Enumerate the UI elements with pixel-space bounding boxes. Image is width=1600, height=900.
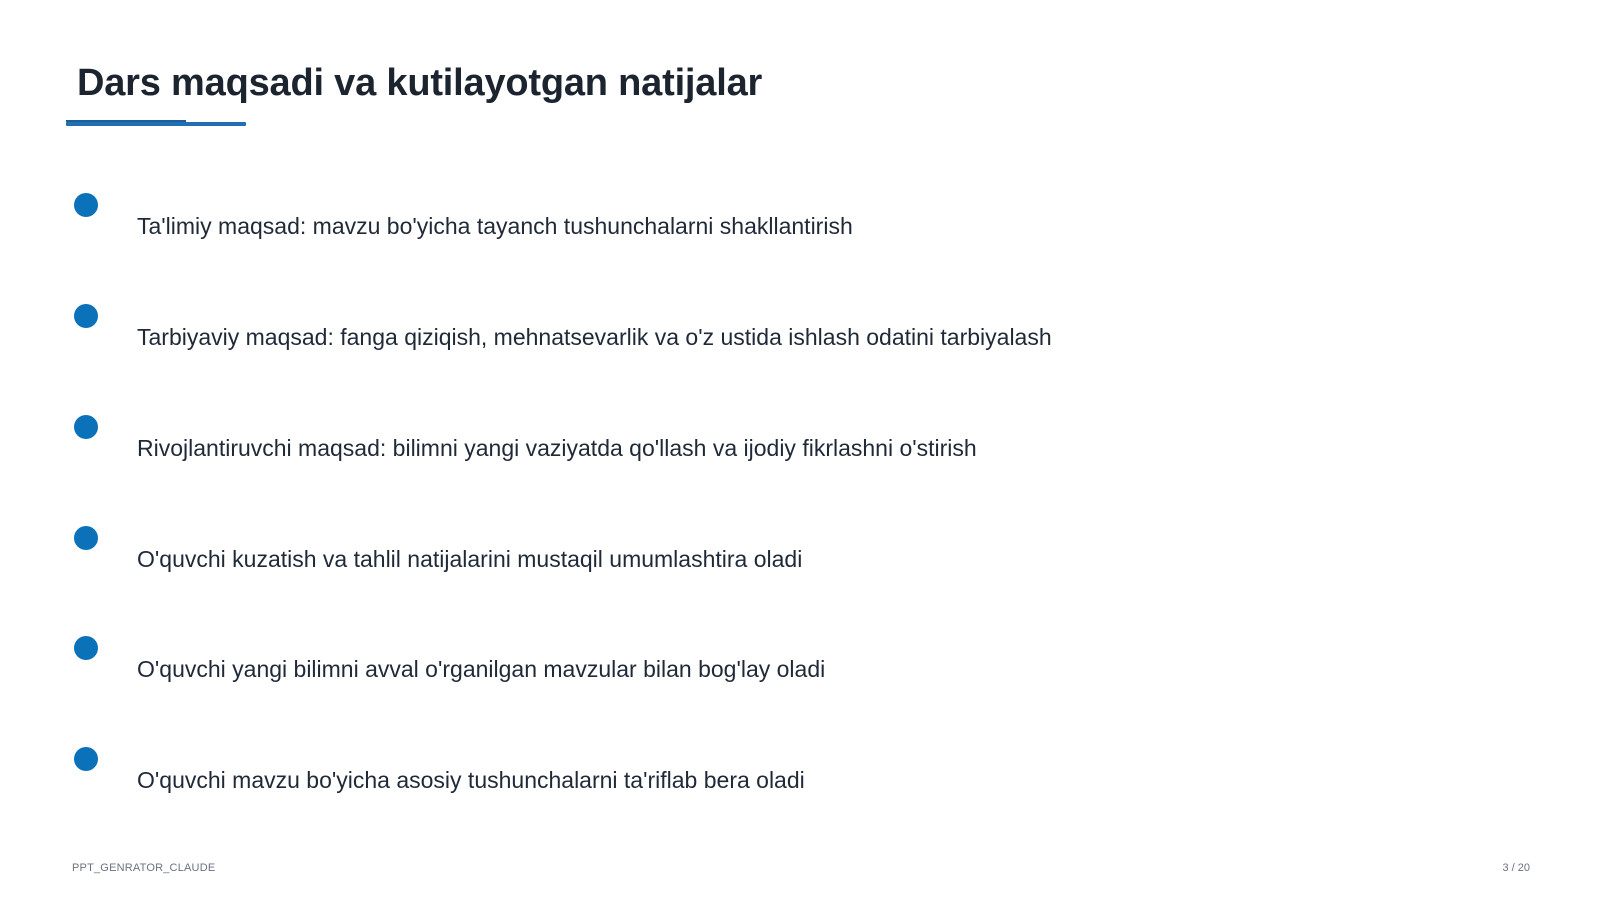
bullet-item — [0, 304, 1600, 374]
bullet-dot-icon — [74, 415, 98, 439]
bullet-item — [0, 415, 1600, 485]
bullet-dot-icon — [74, 193, 98, 217]
bullet-text: Rivojlantiruvchi maqsad: bilimni yangi vaziyatda qo'llash va ijodiy fikrlashni o'stirish — [137, 435, 977, 461]
bullet-dot-icon — [74, 304, 98, 328]
bullet-item — [0, 636, 1600, 706]
bullet-dot-icon — [74, 526, 98, 550]
bullet-text: O'quvchi yangi bilimni avval o'rganilgan mavzular bilan bog'lay oladi — [137, 656, 826, 682]
bullet-item — [0, 747, 1600, 817]
bullet-text: O'quvchi kuzatish va tahlil natijalarini mustaqil umumlashtira oladi — [137, 546, 803, 572]
bullet-text: Ta'limiy maqsad: mavzu bo'yicha tayanch tushunchalarni shakllantirish — [137, 213, 853, 239]
bullet-item — [0, 193, 1600, 263]
bullet-dot-icon — [74, 636, 98, 660]
bullet-text: Tarbiyaviy maqsad: fanga qiziqish, mehnatsevarlik va o'z ustida ishlash odatini tarbiyalash — [137, 324, 1052, 350]
page-number: 3 / 20 — [1502, 862, 1530, 874]
footer-brand: PPT_GENRATOR_CLAUDE — [72, 862, 216, 874]
bullet-dot-icon — [74, 747, 98, 771]
slide-title: Dars maqsadi va kutilayotgan natijalar — [77, 62, 763, 104]
bullet-text: O'quvchi mavzu bo'yicha asosiy tushunchalarni ta'riflab bera oladi — [137, 767, 805, 793]
bullet-item — [0, 526, 1600, 596]
